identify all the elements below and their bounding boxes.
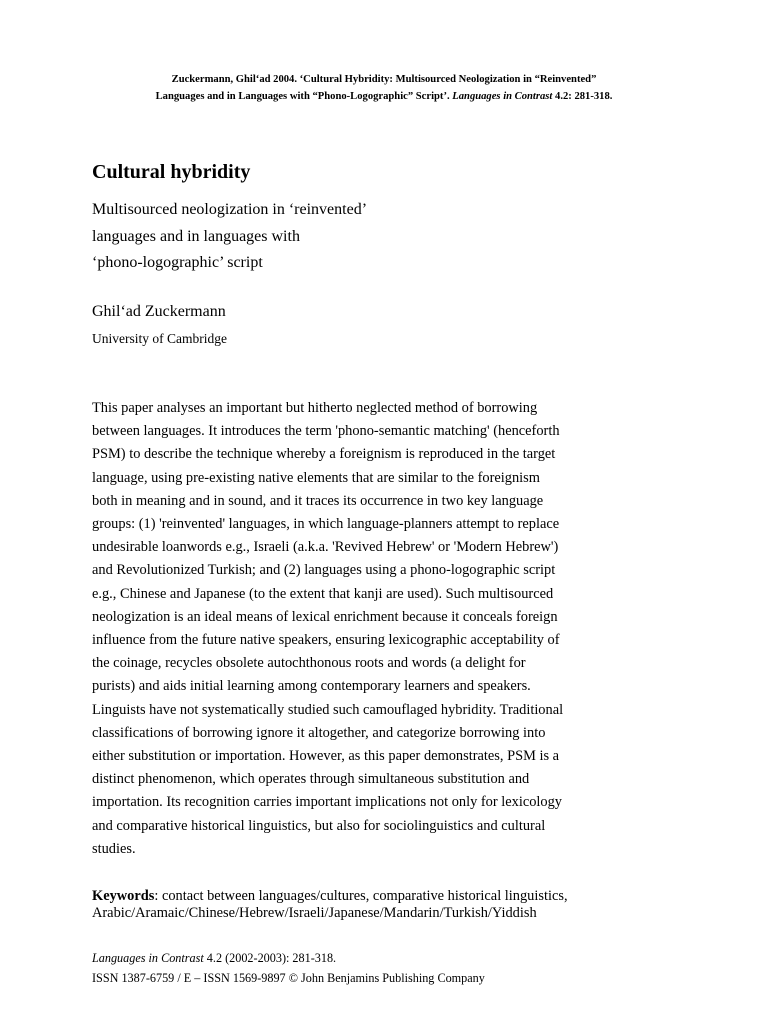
abstract-line: e.g., Chinese and Japanese (to the extent that kanji are used). Such multisourced bbox=[92, 585, 554, 602]
abstract-line: the coinage, recycles obsolete autochthonous roots and words (a delight for bbox=[92, 655, 526, 672]
footer-journal-details: 4.2 (2002-2003): 281-318. bbox=[203, 951, 337, 965]
citation-line-1: Zuckermann, Ghil‘ad 2004. ‘Cultural Hybridity: Multisourced Neologization in “Reinvented” bbox=[171, 74, 597, 85]
abstract-line: importation. Its recognition carries important implications not only for lexicology bbox=[92, 794, 562, 811]
abstract-line: and comparative historical linguistics, but also for sociolinguistics and cultural bbox=[92, 817, 546, 834]
abstract-line: purists) and aids initial learning among contemporary learners and speakers. bbox=[92, 678, 531, 695]
abstract-line: distinct phenomenon, which operates through simultaneous substitution and bbox=[92, 771, 530, 788]
abstract-line: and Revolutionized Turkish; and (2) languages using a phono-logographic script bbox=[92, 562, 556, 579]
keywords-line-1 bbox=[92, 888, 742, 905]
citation-line-2-post: 4.2: 281-318. bbox=[552, 91, 613, 102]
footer-journal-line bbox=[92, 948, 712, 968]
publication-footer bbox=[92, 948, 712, 988]
abstract-line: This paper analyses an important but hitherto neglected method of borrowing bbox=[92, 400, 538, 416]
abstract-line: groups: (1) 'reinvented' languages, in which language-planners attempt to replace bbox=[92, 516, 560, 533]
subtitle-line: Multisourced neologization in ‘reinvented’ bbox=[92, 201, 368, 218]
citation-header bbox=[60, 71, 708, 105]
citation-line-2-pre: Languages and in Languages with “Phono-Logographic” Script’. bbox=[155, 91, 453, 102]
abstract-line: between languages. It introduces the term 'phono-semantic matching' (henceforth bbox=[92, 423, 560, 440]
abstract-line: studies. bbox=[92, 840, 136, 857]
subtitle-line: ‘phono-logographic’ script bbox=[92, 254, 263, 271]
author-name: Ghil‘ad Zuckermann bbox=[92, 303, 226, 320]
abstract-line: neologization is an ideal means of lexical enrichment because it conceals foreign bbox=[92, 608, 558, 625]
abstract-line: language, using pre-existing native elements that are similar to the foreignism bbox=[92, 469, 540, 486]
paper-title: Cultural hybridity bbox=[92, 161, 251, 183]
abstract-line: PSM) to describe the technique whereby a foreignism is reproduced in the target bbox=[92, 446, 556, 463]
author-affiliation: University of Cambridge bbox=[92, 331, 227, 346]
keywords-line-1-text: : contact between languages/cultures, comparative historical linguistics, bbox=[154, 888, 568, 904]
keywords-label: Keywords bbox=[92, 888, 155, 904]
abstract-line: influence from the future native speakers, ensuring lexicographic acceptability of bbox=[92, 632, 560, 649]
subtitle-line: languages and in languages with bbox=[92, 227, 300, 245]
abstract-line: Linguists have not systematically studied such camouflaged hybridity. Traditional bbox=[92, 701, 564, 718]
abstract-line: either substitution or importation. However, as this paper demonstrates, PSM is a bbox=[92, 748, 560, 765]
keywords-line-2: Arabic/Aramaic/Chinese/Hebrew/Israeli/Japanese/Mandarin/Turkish/Yiddish bbox=[92, 904, 537, 921]
footer-journal-name: Languages in Contrast bbox=[92, 951, 204, 965]
abstract-line: undesirable loanwords e.g., Israeli (a.k.a. 'Revived Hebrew' or 'Modern Hebrew') bbox=[92, 539, 559, 556]
paper-subtitle bbox=[92, 197, 652, 277]
citation-journal: Languages in Contrast bbox=[452, 91, 553, 102]
citation-line-2 bbox=[60, 88, 708, 105]
footer-issn: ISSN 1387-6759 / E – ISSN 1569-9897 © John Benjamins Publishing Company bbox=[92, 971, 485, 985]
abstract-line: both in meaning and in sound, and it traces its occurrence in two key language bbox=[92, 492, 544, 509]
keywords bbox=[92, 888, 742, 921]
abstract bbox=[92, 397, 732, 861]
abstract-line: classifications of borrowing ignore it altogether, and categorize borrowing into bbox=[92, 724, 546, 741]
